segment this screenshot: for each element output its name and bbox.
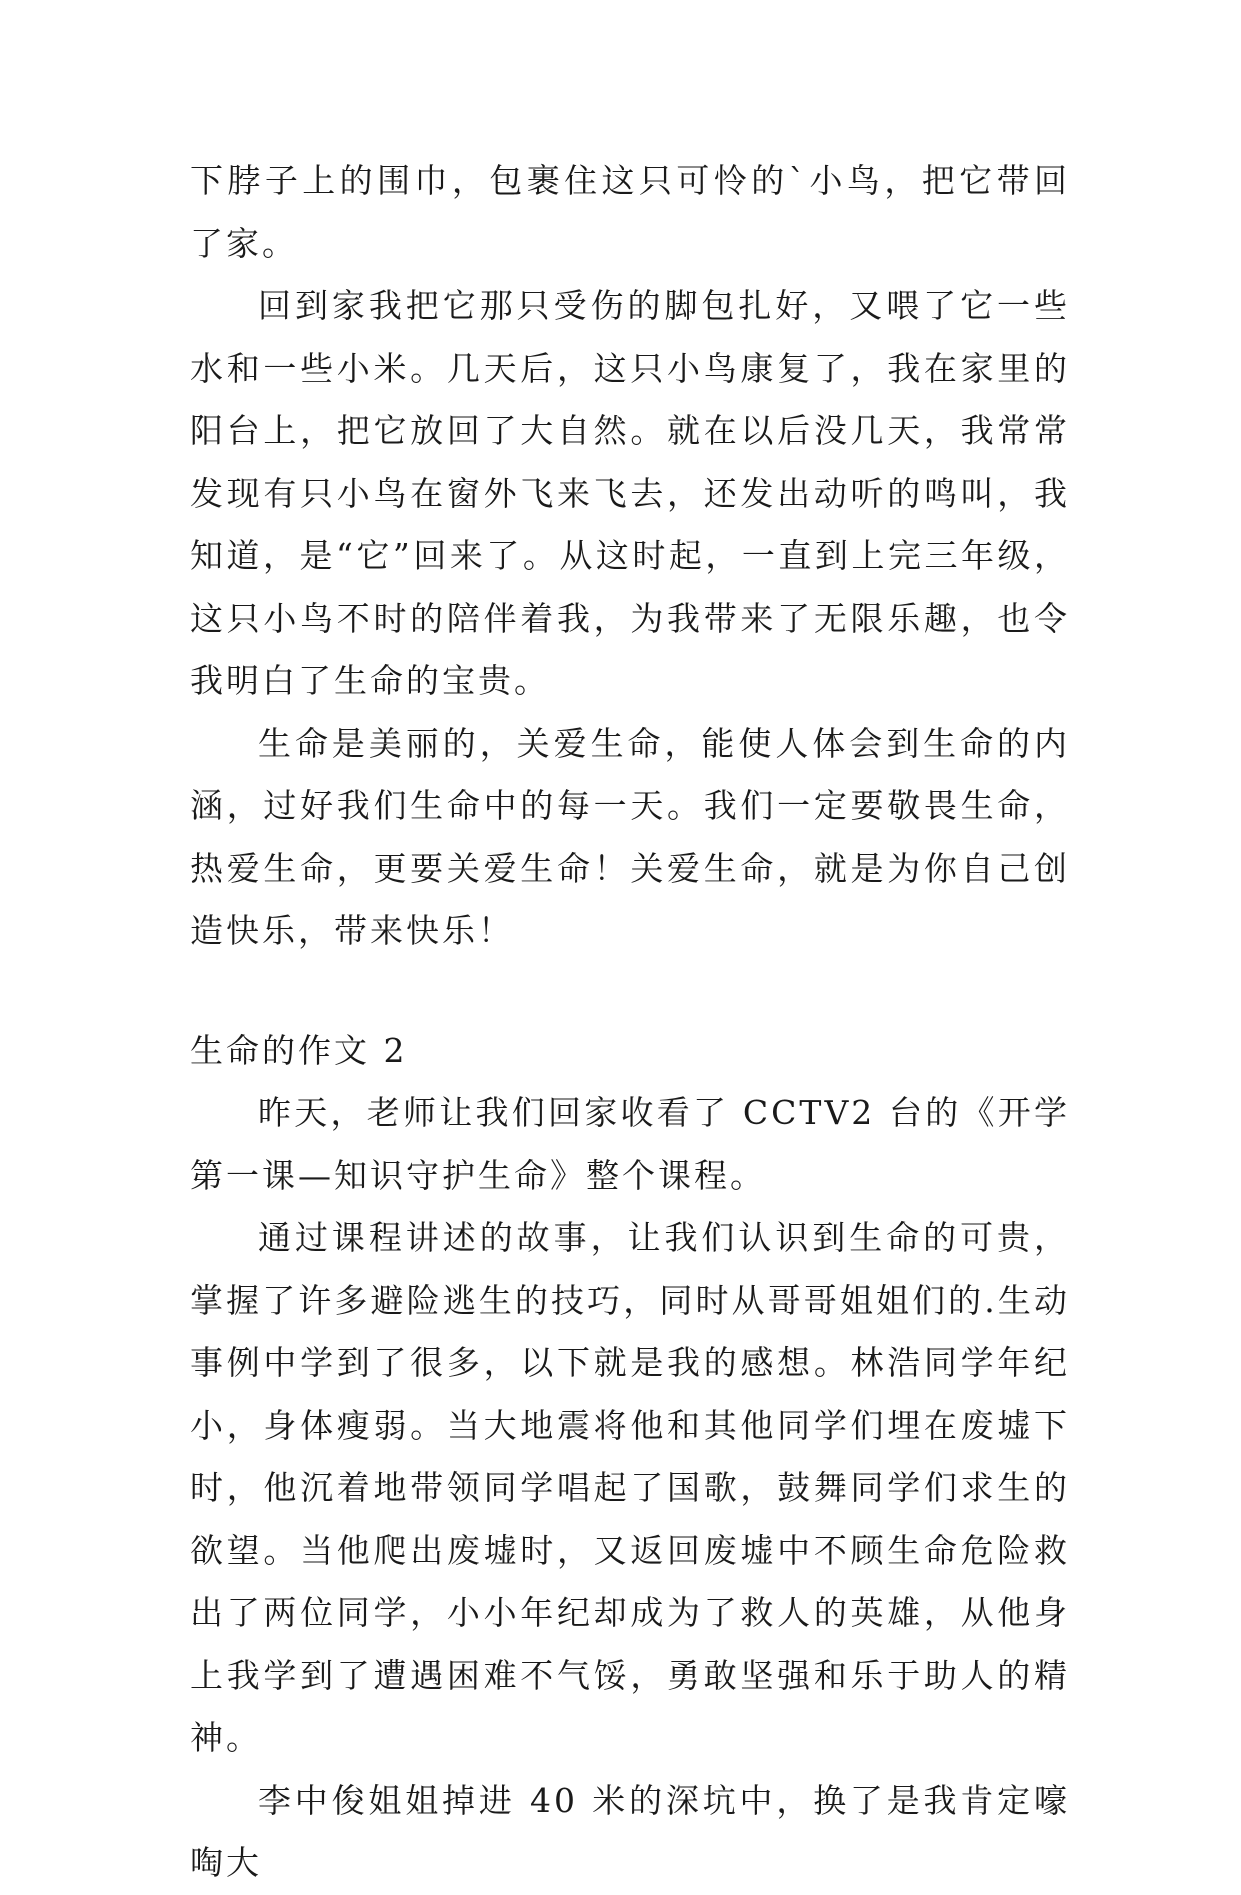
document-body [190,150,1070,1895]
paragraph-bird-recovery: 回到家我把它那只受伤的脚包扎好，又喂了它一些水和一些小米。几天后，这只小鸟康复了，我在家里的阳台上，把它放回了大自然。就在以后没几天，我常常发现有只小鸟在窗外飞来飞去，还发出动听的鸣叫，我知道，是“它”回来了。从这时起，一直到上完三年级，这只小鸟不时的陪伴着我，为我带来了无限乐趣，也令我明白了生命的宝贵。 [190,286,1070,700]
paragraph-li-zhongjun: 李中俊姐姐掉进 40 米的深坑中，换了是我肯定嚎啕大 [190,1780,1070,1882]
paragraph-continued: 下脖子上的围巾，包裹住这只可怜的`小鸟，把它带回了家。 [190,161,1070,263]
essay-heading: 生命的作文 2 [190,1030,408,1070]
paragraph-intro: 昨天，老师让我们回家收看了 CCTV2 台的《开学第一课—知识守护生命》整个课程。 [190,1093,1070,1195]
paragraph-lin-hao: 通过课程讲述的故事，让我们认识到生命的可贵，掌握了许多避险逃生的技巧，同时从哥哥姐姐们的.生动事例中学到了很多，以下就是我的感想。林浩同学年纪小，身体瘦弱。当大地震将他和其他同学们埋在废墟下时，他沉着地带领同学唱起了国歌，鼓舞同学们求生的欲望。当他爬出废墟时，又返回废墟中不顾生命危险救出了两位同学，小小年纪却成为了救人的英雄，从他身上我学到了遭遇困难不气馁，勇敢坚强和乐于助人的精神。 [190,1218,1070,1757]
paragraph-conclusion: 生命是美丽的，关爱生命，能使人体会到生命的内涵，过好我们生命中的每一天。我们一定要敬畏生命，热爱生命，更要关爱生命！关爱生命，就是为你自己创造快乐，带来快乐！ [190,723,1070,950]
